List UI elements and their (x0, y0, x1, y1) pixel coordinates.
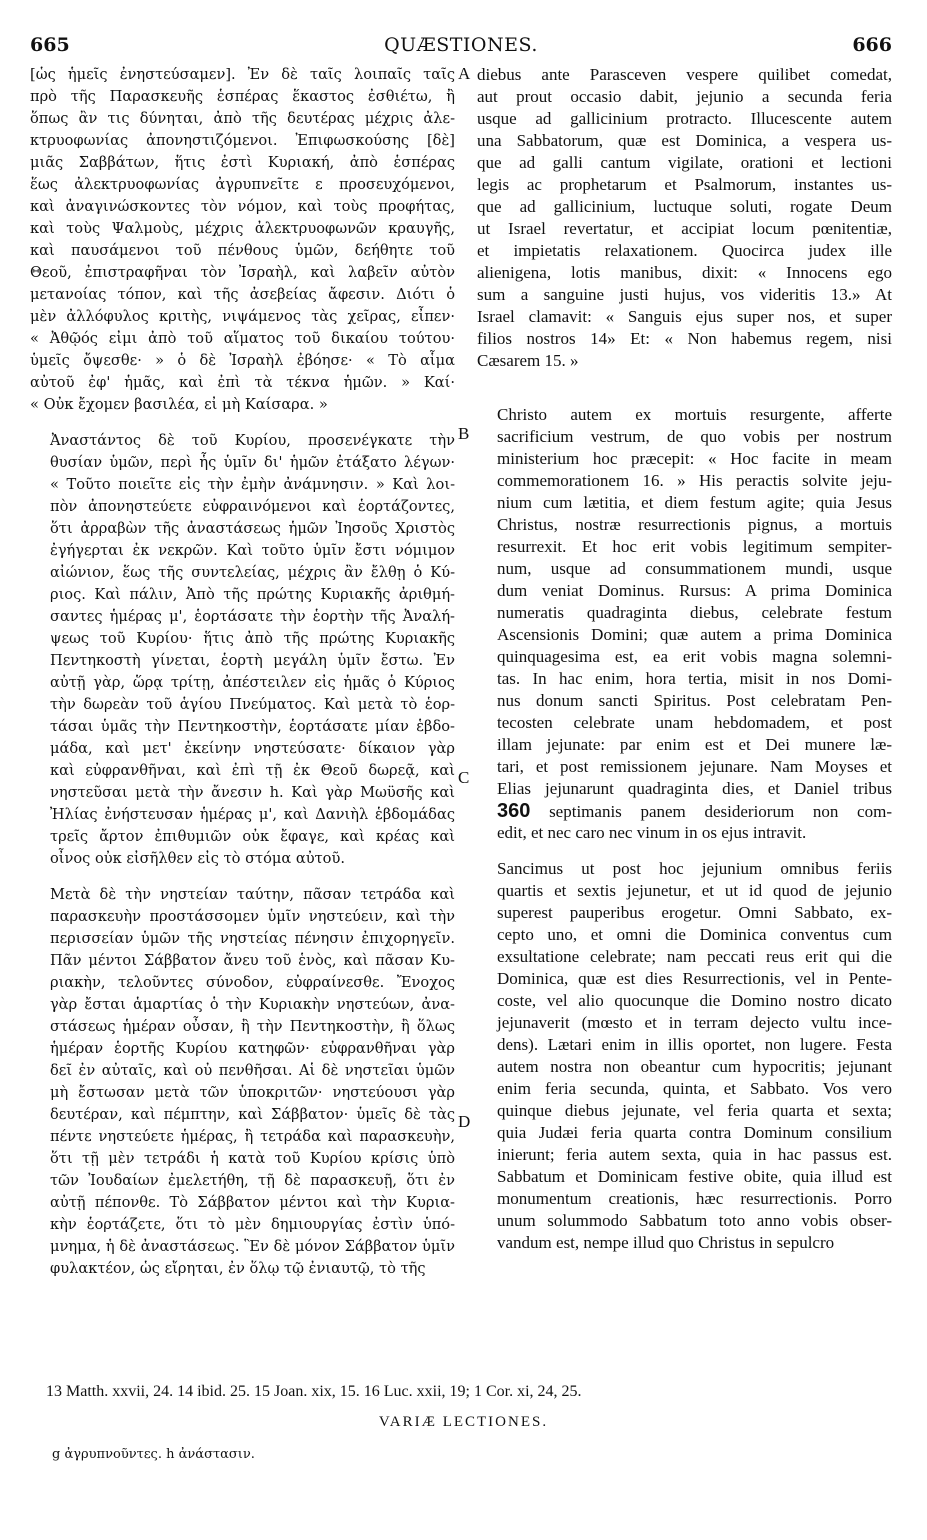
text-line: tecosten celebrate unam hebdomadem, et post (497, 713, 892, 732)
text-line: nium cum lætitia, et diem festum agite; quia Jesus (497, 493, 892, 512)
text-line: Sabbatum et Dominicam festive obite, quia illud est (497, 1167, 892, 1186)
latin-paragraph-1 (477, 64, 892, 372)
text-line: tari, et post remissionem jejunare. Nam Moyses et (497, 757, 892, 776)
text-line: « Τοῦτο ποιεῖτε εἰς τὴν ἐμὴν ἀνάμνησιν. » Καὶ λοι- (50, 476, 455, 493)
text-line: στάσεως ἡμέραν οὖσαν, ἢ τὴν Πεντηκοστὴν, ἢ ὅλως (50, 1018, 455, 1035)
text-line: νηστεῦσαι μετὰ τὴν ἄνεσιν h. Καὶ γὰρ Μωϋσῆς καὶ (50, 784, 455, 801)
text-line: Θεοῦ, ἐπιστραφῆναι τὸν Ἰσραὴλ, καὶ λαβεῖν αὐτὸν (30, 264, 455, 281)
text-line: exsultatione celebrate; nam peccati reus erit qui die (497, 947, 892, 966)
text-line: ψεως τοῦ Κυρίου· ἥτις ἀπὸ τῆς πρώτης Κυριακῆς (50, 630, 455, 647)
text-line: ut Israel revertatur, et accipiat locum pœnitentiæ, (477, 219, 892, 238)
text-line: dum veniat Dominus. Rursus: A prima Dominica (497, 581, 892, 600)
text-line: que ad gallicinium, luctuque soluti, rogate Deum (477, 197, 892, 216)
margin-marker-b: B (458, 424, 470, 443)
text-line: ὅπως ἂν τις δύνηται, ἀπὸ τῆς δευτέρας μέχρις ἀλε- (30, 110, 455, 127)
text-line: αὐτοῦ ἐφ' ἡμᾶς, καὶ ἐπὶ τὰ τέκνα ἡμῶν. » Καί· (30, 374, 455, 391)
column-number: 360 (497, 800, 531, 822)
margin-marker-d: D (458, 1112, 471, 1131)
text-line: usque ad gallicinium protracto. Illucescente autem (477, 109, 892, 128)
greek-column (30, 64, 455, 1284)
text-line: ὅτι τῇ μὲν τετράδι ἡ κατὰ τοῦ Κυρίου κρίσις ὑπὸ (50, 1150, 455, 1167)
text-line: κὴν ἑορτάζετε, ὅτι τὸ μὲν δημιουργίας ἐστὶν ὑπό- (50, 1216, 455, 1233)
right-page-number: 666 (852, 34, 892, 56)
text-line: cepto uno, et omni die Dominica conventus cum (497, 925, 892, 944)
page-header (30, 34, 892, 62)
text-line: Ascensionis Domini; quæ autem a prima Dominica (497, 625, 892, 644)
text-line: Dominica, quæ est dies Resurrectionis, vel in Pente- (497, 969, 892, 988)
text-line: αὐτῇ γὰρ, ὥρᾳ τρίτῃ, ἀπέστειλεν εἰς ἡμᾶς ὁ Κύριος (50, 674, 455, 691)
text-line: tas. In hac enim, hora tertia, misit in nos Domi- (497, 669, 892, 688)
text-line: θυσίαν ὑμῶν, περὶ ἧς ὑμῖν δι' ἡμῶν ἐτάξατο λέγων· (50, 454, 455, 471)
text-line: κτρυοφωνίας ἀπονηστιζόμενοι. Ἐπιφωσκούσης [δὲ] (30, 132, 455, 149)
text-line: δευτέραν, καὶ πέμπτην, καὶ Σάββατον· ὑμεῖς δὲ τὰς (50, 1106, 455, 1123)
text-line: ἕως ἀλεκτρυοφωνίας ἀγρυπνεῖτε ε προσευχόμενοι, (30, 176, 455, 193)
text-line: μιᾶς Σαββάτων, ἥτις ἐστὶ Κυριακή, ἀπὸ ἑσπέρας (30, 154, 455, 171)
text-line: commemorationem 16. » His peractis solvite jeju- (497, 471, 892, 490)
text-line: καὶ παυσάμενοι τοῦ πένθους ὑμῶν, δεήθητε τοῦ (30, 242, 455, 259)
text-line: ministerium hoc præcepit: « Hoc facite in meam (497, 449, 892, 468)
text-line: que ad galli cantum vigilate, orationi et lectioni (477, 153, 892, 172)
text-line: Sancimus ut post hoc jejunium omnibus feriis (497, 859, 892, 878)
left-page-number: 665 (30, 34, 70, 56)
latin-paragraph-2 (477, 404, 892, 844)
text-line: filios nostros 14» Et: « Non habemus regem, nisi (477, 329, 892, 348)
text-line: Μετὰ δὲ τὴν νηστείαν ταύτην, πᾶσαν τετράδα καὶ (50, 886, 455, 903)
text-line: legis ac prophetarum et Psalmorum, instantes us- (477, 175, 892, 194)
text-line: πρὸ τῆς Παρασκευῆς ἑσπέρας ἕκαστος ἐσθιέτω, ἢ (30, 88, 455, 105)
text-line: una Sabbatorum, quæ est Dominica, a vespera us- (477, 131, 892, 150)
text-line: τρεῖς ἄρτον ἐπιθυμιῶν οὐκ ἔφαγε, καὶ κρέας καὶ (50, 828, 455, 845)
text-line: παρασκευὴν προστάσσομεν ὑμῖν νηστεύειν, καὶ τὴν (50, 908, 455, 925)
text-line: illam jejunate: par enim est et Dei munere læ- (497, 735, 892, 754)
variae-lectiones-heading: VARIÆ LECTIONES. (378, 1414, 549, 1430)
text-line: sum a sanguine justi hujus, vos videritis 13.» At (477, 285, 892, 304)
text-line: τὴν δωρεὰν τοῦ ἁγίου Πνεύματος. Καὶ μετὰ τὸ ἑορ- (50, 696, 455, 713)
text-line: Ἠλίας ἐνήστευσαν ἡμέρας μ', καὶ Δανιὴλ ἑβδομάδας (50, 806, 455, 823)
text-line: unum solummodo Sabbatum toto anno vobis obser- (497, 1211, 892, 1230)
text-line: diebus ante Parasceven vespere quilibet comedat, (477, 65, 892, 84)
text-line: numeratis quadraginta diebus, celebrate festum (497, 603, 892, 622)
text-line: 360 septimanis panem desideriorum non com- (497, 800, 892, 822)
text-line: μὴ ἔστωσαν μετὰ τῶν ὑποκριτῶν· νηστεύουσι γὰρ (50, 1084, 455, 1101)
text-line: Elias jejunarunt quadraginta dies, et Daniel tribus (497, 779, 892, 798)
text-line: Ἀναστάντος δὲ τοῦ Κυρίου, προσενέγκατε τὴν (50, 432, 455, 449)
text-line: γὰρ ἔσται ἁμαρτίας ὁ τὴν Κυριακὴν νηστεύων, ἀνα- (50, 996, 455, 1013)
text-line: μετανοίας τόπον, καὶ τῆς ἀσεβείας ἄφεσιν. Διότι ὁ (30, 286, 455, 303)
text-line: [ὡς ἡμεῖς ἐνηστεύσαμεν]. Ἐν δὲ ταῖς λοιπαῖς ταῖς (30, 66, 455, 83)
greek-paragraph-2 (30, 430, 455, 870)
text-line: num, usque ad consummationem mundi, usque (497, 559, 892, 578)
text-line: σαντες ἡμέρας μ', ἑορτάσατε τὴν ἑορτὴν τῆς Ἀναλή- (50, 608, 455, 625)
text-line: « Οὐκ ἔχομεν βασιλέα, εἰ μὴ Καίσαρα. » (30, 396, 328, 413)
text-line: quia Judæi feria quarta contra Dominum consilium (497, 1123, 892, 1142)
text-line: Πεντηκοστὴ γίνεται, ἑορτὴ μεγάλη ὑμῖν ἔστω. Ἐν (50, 652, 455, 669)
text-line: quinquagesima est, ea erit vobis magna solemni- (497, 647, 892, 666)
margin-marker-a: A (458, 64, 471, 83)
text-line: μνημα, ἡ δὲ ἀναστάσεως. Ἓν δὲ μόνον Σάββατον ὑμῖν (50, 1238, 455, 1255)
text-line: quinque diebus jejunate, vel feria quarta et sexta; (497, 1101, 892, 1120)
text-line: enim feria secunda, quinta, et Sabbato. Vos vero (497, 1079, 892, 1098)
text-line: dens). Lætari enim in illis oportet, non lugere. Festa (497, 1035, 892, 1054)
text-line: et impietatis relaxationem. Quocirca judex ille (477, 241, 892, 260)
text-line: nus donum sancti Spiritus. Post celebratam Pen- (497, 691, 892, 710)
latin-paragraph-3 (477, 858, 892, 1254)
text-line: Πᾶν μέντοι Σάββατον ἄνευ τοῦ ἑνὸς, καὶ πᾶσαν Κυ- (50, 952, 455, 969)
text-line: ἐγήγερται ἐκ νεκρῶν. Καὶ τοῦτο ὑμῖν ἔστι νόμιμον (50, 542, 455, 559)
running-title: QUÆSTIONES. (384, 34, 538, 56)
text-line: περισσείαν ὑμῶν τῆς νηστείας πένησιν ἐπιχορηγεῖν. (50, 930, 455, 947)
text-line: οἶνος οὐκ εἰσῆλθεν εἰς τὸ στόμα αὐτοῦ. (50, 850, 345, 867)
text-line: αἰώνιον, ἕως τῆς συντελείας, μέχρις ἂν ἔλθῃ ὁ Κύ- (50, 564, 455, 581)
text-line: sacrificium vestrum, de quo vobis per nostrum (497, 427, 892, 446)
text-line: ριος. Καὶ πάλιν, Ἀπὸ τῆς πρώτης Κυριακῆς ἀριθμή- (50, 586, 455, 603)
text-line: « Ἀθῷός εἰμι ἀπὸ τοῦ αἵματος τοῦ δικαίου τούτου· (30, 330, 455, 347)
text-line: resurrexit. Et hoc erit vobis legitimum sempiter- (497, 537, 892, 556)
latin-column (477, 64, 892, 1258)
text-line: ἡμέραν ἑορτῆς Κυρίου κατηφῶν· εὐφρανθῆναι γὰρ (50, 1040, 455, 1057)
text-line: καὶ τοὺς Ψαλμοὺς, μέχρις ἀλεκτρυοφωνῶν κραυγῆς, (30, 220, 455, 237)
text-line: vandum est, nempe illud quo Christus in sepulcro (497, 1233, 835, 1252)
text-line: τάσαι ὑμᾶς τὴν Πεντηκοστὴν, ἑορτάσατε μίαν ἑβδο- (50, 718, 455, 735)
greek-paragraph-1 (30, 64, 455, 416)
text-line: Israel clamavit: « Sanguis ejus super nos, et super (477, 307, 892, 326)
text-line: Christus, nostræ resurrectionis pignus, a mortuis (497, 515, 892, 534)
text-line: καὶ εὐφρανθῆναι, καὶ ἐπὶ τῇ ἐκ Θεοῦ δωρεᾷ, καὶ (50, 762, 455, 779)
text-line: alienigena, lotis manibus, dixit: « Innocens ego (477, 263, 892, 282)
text-line: μὲν ἀλλόφυλος κριτὴς, νιψάμενος τὰς χεῖρας, εἶπεν· (30, 308, 455, 325)
footnotes: 13 Matth. xxvii, 24. 14 ibid. 25. 15 Joan. xix, 15. 16 Luc. xxii, 19; 1 Cor. xi, 24, 25. (46, 1383, 582, 1400)
text-line: quartis et sextis jejunetur, et ut id quod de jejunio (497, 881, 892, 900)
text-line: δεῖ ἐν αὐταῖς, καὶ οὐ πενθῆσαι. Αἱ δὲ νηστεῖαι ὑμῶν (50, 1062, 455, 1079)
text-line: superest pauperibus erogetur. Omni Sabbato, ex- (497, 903, 892, 922)
text-line: autem nostra non obeantur cum hypocritis; jejunant (497, 1057, 892, 1076)
text-line: τῶν Ἰουδαίων ἐμελετήθη, τῇ δὲ παρασκευῇ, ὅτι ἐν (50, 1172, 455, 1189)
text-line: ὑμεῖς ὄψεσθε· » ὁ δὲ Ἰσραὴλ ἐβόησε· « Τὸ αἷμα (30, 352, 455, 369)
text-line: πέντε νηστεύετε ἡμέρας, ἢ τετράδα καὶ παρασκευὴν, (50, 1128, 455, 1145)
text-line: Christo autem ex mortuis resurgente, afferte (497, 405, 892, 424)
text-line: jejunaverit (mœsto et in terram dejecto vultu ince- (497, 1013, 892, 1032)
text-line: καὶ ἀναγινώσκοντες τὸν νόμον, καὶ τοὺς προφήτας, (30, 198, 455, 215)
text-line: αὐτῇ πέπονθε. Τὸ Σάββατον μέντοι καὶ τὴν Κυρια- (50, 1194, 455, 1211)
text-line: μάδα, καὶ μετ' ἐκείνην νηστεύσατε· δίκαιον γὰρ (50, 740, 455, 757)
variae-lectiones-text: g ἀγρυπνοῦντες. h ἀνάστασιν. (52, 1447, 255, 1462)
text-line: φυλακτέον, ὡς εἴρηται, ἐν ὅλῳ τῷ ἐνιαυτῷ, τὸ τῆς (50, 1260, 426, 1277)
text-line: ὅτι ἀρραβὼν τῆς ἀναστάσεως ἡμῶν Ἰησοῦς Χριστὸς (50, 520, 455, 537)
text-line: edit, et nec caro nec vinum in os ejus intravit. (497, 823, 807, 842)
text-line: Cæsarem 15. » (477, 351, 579, 370)
text-line: ριακὴν, τελοῦντες σύνοδον, εὐφραίνεσθε. Ἔνοχος (50, 974, 455, 991)
text-line: aut prout occasio dabit, jejunio a secunda feria (477, 87, 892, 106)
text-line: inierunt; feria autem sexta, quia in hac passus est. (497, 1145, 892, 1164)
greek-paragraph-3 (30, 884, 455, 1280)
text-line: coste, vel alio quocunque die Domino nostro dicato (497, 991, 892, 1010)
text-line: πὸν ἀπονηστεύετε εὐφραινόμενοι καὶ ἑορτάζοντες, (50, 498, 455, 515)
text-line: monumentum creationis, hæc resurrectionis. Porro (497, 1189, 892, 1208)
margin-marker-c: C (458, 768, 470, 787)
